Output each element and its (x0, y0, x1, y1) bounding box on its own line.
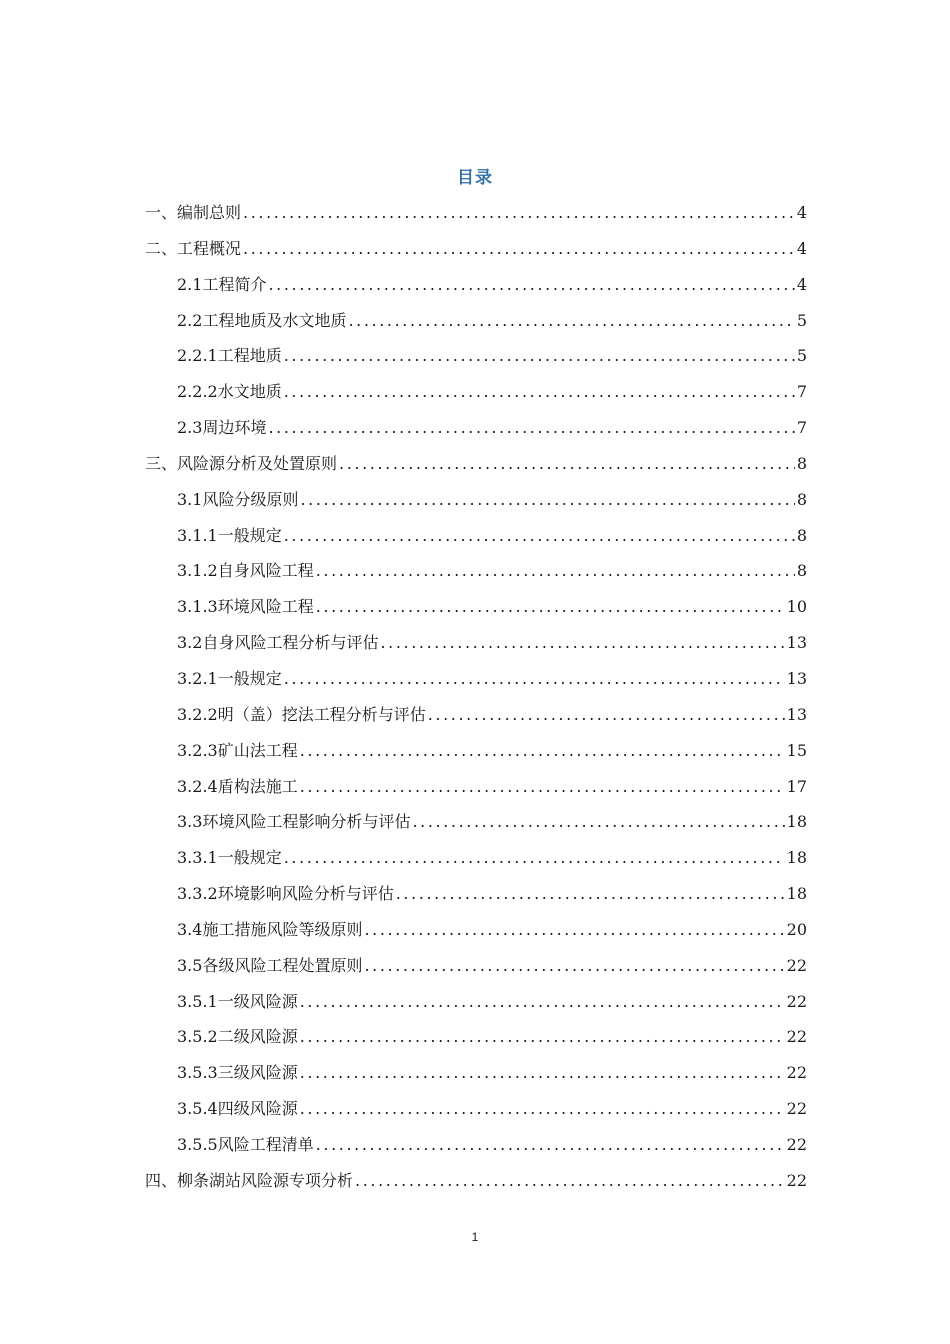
toc-dot-leader (412, 807, 784, 837)
toc-dot-leader (364, 951, 784, 981)
toc-entry-label: 3.5.1一级风险源 (177, 991, 298, 1011)
toc-entry-label: 2.1工程简介 (177, 274, 267, 294)
toc-entry[interactable] (145, 270, 807, 306)
toc-dot-leader (268, 413, 794, 443)
toc-entry-page: 18 (786, 812, 807, 832)
toc-entry[interactable] (145, 843, 807, 879)
toc-entry-label: 3.3.2环境影响风险分析与评估 (177, 884, 394, 904)
toc-dot-leader (284, 377, 795, 407)
toc-entry[interactable] (145, 736, 807, 772)
toc-dot-leader (428, 700, 785, 730)
toc-dot-leader (348, 306, 794, 336)
toc-entry-label: 2.2.2水文地质 (177, 382, 282, 402)
toc-entry-label: 3.2.3矿山法工程 (177, 740, 298, 760)
toc-entry-label: 3.5.4四级风险源 (177, 1099, 298, 1119)
toc-dot-leader (316, 592, 785, 622)
toc-dot-leader (300, 987, 785, 1017)
page-number: 1 (471, 1230, 479, 1244)
toc-entry-page: 22 (786, 1134, 807, 1154)
toc-entry-page: 20 (786, 919, 807, 939)
toc-entry-page: 22 (786, 955, 807, 975)
toc-dot-leader (364, 915, 784, 945)
toc-entry-label: 3.1.3环境风险工程 (177, 597, 314, 617)
toc-entry-label: 3.1.2自身风险工程 (177, 561, 314, 581)
toc-dot-leader (284, 843, 785, 873)
toc-entry-label: 3.5.5风险工程清单 (177, 1134, 314, 1154)
toc-entry[interactable] (145, 1058, 807, 1094)
toc-entry-label: 3.2.1一般规定 (177, 668, 282, 688)
toc-entry-label: 2.2工程地质及水文地质 (177, 310, 347, 330)
toc-entry[interactable] (145, 1094, 807, 1130)
toc-entry-page: 22 (786, 1027, 807, 1047)
toc-entry-label: 二、工程概况 (145, 238, 242, 258)
toc-dot-leader (300, 1058, 785, 1088)
toc-entry-label: 3.2.2明（盖）挖法工程分析与评估 (177, 704, 426, 724)
toc-entry-page: 18 (786, 848, 807, 868)
toc-entry[interactable] (145, 449, 807, 485)
toc-entry[interactable] (145, 1022, 807, 1058)
toc-dot-leader (284, 521, 795, 551)
toc-entry-label: 3.5.3三级风险源 (177, 1063, 298, 1083)
toc-entry[interactable] (145, 341, 807, 377)
toc-entry-label: 3.5.2二级风险源 (177, 1027, 298, 1047)
toc-entry[interactable] (145, 521, 807, 557)
toc-entry-page: 22 (786, 991, 807, 1011)
toc-entry-page: 8 (796, 489, 807, 509)
toc-entry[interactable] (145, 234, 807, 270)
toc-dot-leader (316, 1130, 785, 1160)
toc-dot-leader (355, 1166, 785, 1196)
toc-dot-leader (300, 772, 785, 802)
toc-entry-label: 2.3周边环境 (177, 418, 267, 438)
toc-entry-label: 3.3环境风险工程影响分析与评估 (177, 812, 411, 832)
toc-entry[interactable] (145, 879, 807, 915)
toc-dot-leader (300, 485, 794, 515)
toc-entry[interactable] (145, 413, 807, 449)
toc-list (145, 198, 807, 1202)
toc-entry[interactable] (145, 951, 807, 987)
toc-entry-page: 22 (786, 1099, 807, 1119)
toc-entry[interactable] (145, 700, 807, 736)
toc-dot-leader (300, 1022, 785, 1052)
toc-entry-page: 17 (786, 776, 807, 796)
toc-entry-label: 3.5各级风险工程处置原则 (177, 955, 363, 975)
toc-entry[interactable] (145, 1130, 807, 1166)
toc-entry-page: 8 (796, 525, 807, 545)
toc-entry-page: 18 (786, 884, 807, 904)
toc-entry-label: 3.1风险分级原则 (177, 489, 299, 509)
toc-entry-page: 7 (796, 418, 807, 438)
toc-entry-page: 13 (786, 633, 807, 653)
toc-entry-page: 4 (796, 238, 807, 258)
toc-entry[interactable] (145, 772, 807, 808)
toc-entry[interactable] (145, 807, 807, 843)
toc-dot-leader (243, 198, 795, 228)
toc-entry[interactable] (145, 628, 807, 664)
toc-entry[interactable] (145, 987, 807, 1023)
toc-entry-label: 2.2.1工程地质 (177, 346, 282, 366)
toc-entry-label: 3.1.1一般规定 (177, 525, 282, 545)
toc-entry-label: 3.3.1一般规定 (177, 848, 282, 868)
toc-entry-page: 5 (796, 346, 807, 366)
toc-entry[interactable] (145, 198, 807, 234)
toc-entry-page: 7 (796, 382, 807, 402)
toc-entry-label: 3.4施工措施风险等级原则 (177, 919, 363, 939)
toc-entry-label: 三、风险源分析及处置原则 (145, 453, 338, 473)
toc-entry[interactable] (145, 1166, 807, 1202)
toc-entry-label: 一、编制总则 (145, 203, 242, 222)
toc-dot-leader (243, 234, 795, 264)
toc-entry-page: 5 (796, 310, 807, 330)
toc-dot-leader (396, 879, 785, 909)
toc-entry[interactable] (145, 377, 807, 413)
toc-entry-page: 13 (786, 668, 807, 688)
toc-entry-page: 4 (796, 203, 807, 222)
toc-entry-label: 四、柳条湖站风险源专项分析 (145, 1170, 354, 1190)
toc-entry-page: 8 (796, 561, 807, 581)
toc-dot-leader (316, 556, 795, 586)
toc-entry-page: 22 (786, 1170, 807, 1190)
toc-entry-page: 13 (786, 704, 807, 724)
toc-title: 目录 (457, 168, 493, 188)
toc-entry-page: 15 (786, 740, 807, 760)
toc-entry[interactable] (145, 592, 807, 628)
toc-entry-page: 22 (786, 1063, 807, 1083)
toc-entry[interactable] (145, 556, 807, 592)
toc-entry-label: 3.2.4盾构法施工 (177, 776, 298, 796)
toc-entry[interactable] (145, 306, 807, 342)
toc-entry-label: 3.2自身风险工程分析与评估 (177, 633, 379, 653)
toc-entry[interactable] (145, 664, 807, 700)
toc-dot-leader (300, 1094, 785, 1124)
toc-dot-leader (284, 341, 795, 371)
toc-dot-leader (380, 628, 784, 658)
toc-dot-leader (268, 270, 794, 300)
toc-dot-leader (300, 736, 785, 766)
toc-dot-leader (284, 664, 785, 694)
toc-entry-page: 8 (796, 453, 807, 473)
toc-dot-leader (339, 449, 795, 479)
toc-entry[interactable] (145, 915, 807, 951)
toc-entry-page: 10 (786, 597, 807, 617)
toc-entry-page: 4 (796, 274, 807, 294)
toc-entry[interactable] (145, 485, 807, 521)
